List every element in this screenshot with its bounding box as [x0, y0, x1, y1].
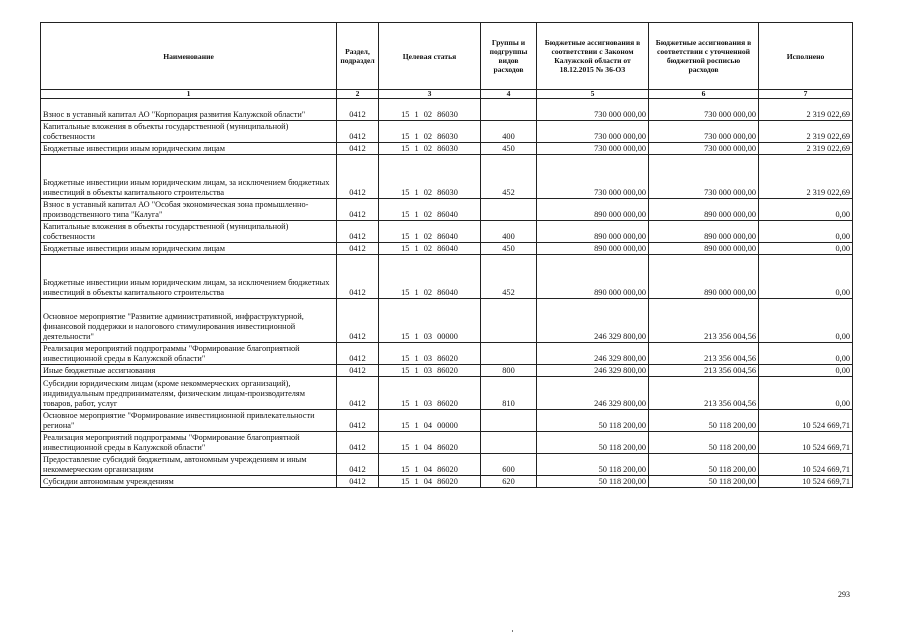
- row-law-amount-cell: 50 118 200,00: [537, 454, 649, 476]
- row-target-cell: 15 1 02 86030: [379, 143, 481, 155]
- page-number: 293: [838, 590, 850, 599]
- row-law-amount-cell: 730 000 000,00: [537, 155, 649, 199]
- column-number: 7: [759, 90, 853, 99]
- row-executed-amount-cell: 10 524 669,71: [759, 410, 853, 432]
- row-section-cell: 0412: [337, 476, 379, 488]
- row-executed-amount-cell: 2 319 022,69: [759, 121, 853, 143]
- column-number: 4: [481, 90, 537, 99]
- row-executed-amount-cell: 0,00: [759, 199, 853, 221]
- budget-execution-table: [40, 22, 853, 488]
- table-row: [41, 255, 853, 299]
- header-law-allocations: Бюджетные ассигнования в соответствии с Законом Калужской области от 18.12.2015 № 36-ОЗ: [537, 23, 649, 90]
- row-law-amount-cell: 730 000 000,00: [537, 143, 649, 155]
- row-section-cell: 0412: [337, 299, 379, 343]
- row-refined-amount-cell: 213 356 004,56: [649, 343, 759, 365]
- row-name-cell: Предоставление субсидий бюджетным, автономным учреждениям и иным некоммерческим организациям: [41, 454, 337, 476]
- table-row: [41, 476, 853, 488]
- row-group-cell: [481, 99, 537, 121]
- row-refined-amount-cell: 213 356 004,56: [649, 377, 759, 410]
- row-section-cell: 0412: [337, 121, 379, 143]
- row-group-cell: 620: [481, 476, 537, 488]
- row-executed-amount-cell: 0,00: [759, 299, 853, 343]
- row-name-cell: Иные бюджетные ассигнования: [41, 365, 337, 377]
- row-section-cell: 0412: [337, 410, 379, 432]
- row-law-amount-cell: 890 000 000,00: [537, 255, 649, 299]
- row-group-cell: 452: [481, 255, 537, 299]
- row-executed-amount-cell: 0,00: [759, 221, 853, 243]
- row-target-cell: 15 1 03 86020: [379, 365, 481, 377]
- row-section-cell: 0412: [337, 365, 379, 377]
- row-law-amount-cell: 730 000 000,00: [537, 121, 649, 143]
- row-refined-amount-cell: 890 000 000,00: [649, 199, 759, 221]
- column-number: 6: [649, 90, 759, 99]
- row-target-cell: 15 1 04 00000: [379, 410, 481, 432]
- row-group-cell: [481, 299, 537, 343]
- row-group-cell: [481, 343, 537, 365]
- table-row: [41, 410, 853, 432]
- row-section-cell: 0412: [337, 155, 379, 199]
- row-refined-amount-cell: 213 356 004,56: [649, 365, 759, 377]
- row-executed-amount-cell: 0,00: [759, 365, 853, 377]
- column-number: 2: [337, 90, 379, 99]
- table-row: [41, 155, 853, 199]
- row-executed-amount-cell: 0,00: [759, 377, 853, 410]
- row-refined-amount-cell: 890 000 000,00: [649, 221, 759, 243]
- row-name-cell: Взнос в уставный капитал АО "Особая экономическая зона промышленно-производственного типа "Калуга": [41, 199, 337, 221]
- row-name-cell: Капитальные вложения в объекты государственной (муниципальной) собственности: [41, 121, 337, 143]
- row-section-cell: 0412: [337, 199, 379, 221]
- row-group-cell: [481, 432, 537, 454]
- row-section-cell: 0412: [337, 454, 379, 476]
- row-section-cell: 0412: [337, 343, 379, 365]
- column-number-row: [41, 90, 853, 99]
- row-executed-amount-cell: 0,00: [759, 255, 853, 299]
- row-law-amount-cell: 890 000 000,00: [537, 221, 649, 243]
- row-executed-amount-cell: 10 524 669,71: [759, 454, 853, 476]
- column-number: 3: [379, 90, 481, 99]
- row-law-amount-cell: 50 118 200,00: [537, 410, 649, 432]
- row-law-amount-cell: 50 118 200,00: [537, 476, 649, 488]
- row-group-cell: 450: [481, 143, 537, 155]
- row-refined-amount-cell: 730 000 000,00: [649, 99, 759, 121]
- row-law-amount-cell: 730 000 000,00: [537, 99, 649, 121]
- row-target-cell: 15 1 03 86020: [379, 343, 481, 365]
- row-name-cell: Субсидии юридическим лицам (кроме некоммерческих организаций), индивидуальным предпринимателям, физическим лицам-производителям товаров, работ, услуг: [41, 377, 337, 410]
- header-groups: Группы и подгруппы видов расходов: [481, 23, 537, 90]
- row-target-cell: 15 1 03 00000: [379, 299, 481, 343]
- table-row: [41, 377, 853, 410]
- row-executed-amount-cell: 2 319 022,69: [759, 99, 853, 121]
- row-target-cell: 15 1 02 86040: [379, 255, 481, 299]
- row-group-cell: [481, 199, 537, 221]
- table-body: [41, 99, 853, 488]
- row-name-cell: Взнос в уставный капитал АО "Корпорация развития Калужской области": [41, 99, 337, 121]
- row-group-cell: 810: [481, 377, 537, 410]
- table-row: [41, 121, 853, 143]
- row-group-cell: 450: [481, 243, 537, 255]
- table-row: [41, 343, 853, 365]
- row-target-cell: 15 1 02 86030: [379, 121, 481, 143]
- row-refined-amount-cell: 50 118 200,00: [649, 454, 759, 476]
- column-number: 5: [537, 90, 649, 99]
- table-row: [41, 299, 853, 343]
- row-section-cell: 0412: [337, 255, 379, 299]
- row-refined-amount-cell: 890 000 000,00: [649, 255, 759, 299]
- row-refined-amount-cell: 50 118 200,00: [649, 476, 759, 488]
- row-refined-amount-cell: 730 000 000,00: [649, 155, 759, 199]
- row-executed-amount-cell: 0,00: [759, 243, 853, 255]
- scan-speck: [512, 630, 513, 632]
- row-group-cell: 400: [481, 121, 537, 143]
- row-executed-amount-cell: 10 524 669,71: [759, 476, 853, 488]
- budget-table-sheet: [40, 22, 852, 488]
- row-target-cell: 15 1 04 86020: [379, 454, 481, 476]
- header-refined-allocations: Бюджетные ассигнования в соответствии с уточненной бюджетной росписью расходов: [649, 23, 759, 90]
- row-name-cell: Реализация мероприятий подпрограммы "Формирование благоприятной инвестиционной среды в Калужской области": [41, 432, 337, 454]
- table-row: [41, 221, 853, 243]
- row-target-cell: 15 1 02 86040: [379, 221, 481, 243]
- row-refined-amount-cell: 50 118 200,00: [649, 432, 759, 454]
- row-executed-amount-cell: 10 524 669,71: [759, 432, 853, 454]
- row-refined-amount-cell: 213 356 004,56: [649, 299, 759, 343]
- row-executed-amount-cell: 2 319 022,69: [759, 143, 853, 155]
- table-row: [41, 365, 853, 377]
- column-number: 1: [41, 90, 337, 99]
- row-law-amount-cell: 50 118 200,00: [537, 432, 649, 454]
- table-row: [41, 432, 853, 454]
- row-refined-amount-cell: 730 000 000,00: [649, 143, 759, 155]
- row-section-cell: 0412: [337, 243, 379, 255]
- row-name-cell: Субсидии автономным учреждениям: [41, 476, 337, 488]
- row-target-cell: 15 1 04 86020: [379, 476, 481, 488]
- row-group-cell: 400: [481, 221, 537, 243]
- row-target-cell: 15 1 04 86020: [379, 432, 481, 454]
- row-section-cell: 0412: [337, 99, 379, 121]
- row-law-amount-cell: 246 329 800,00: [537, 377, 649, 410]
- row-target-cell: 15 1 02 86030: [379, 155, 481, 199]
- row-target-cell: 15 1 02 86040: [379, 243, 481, 255]
- row-refined-amount-cell: 730 000 000,00: [649, 121, 759, 143]
- row-law-amount-cell: 890 000 000,00: [537, 243, 649, 255]
- row-section-cell: 0412: [337, 221, 379, 243]
- row-name-cell: Бюджетные инвестиции иным юридическим лицам: [41, 243, 337, 255]
- table-header-row: [41, 23, 853, 90]
- row-name-cell: Основное мероприятие "Формирование инвестиционной привлекательности региона": [41, 410, 337, 432]
- row-refined-amount-cell: 50 118 200,00: [649, 410, 759, 432]
- row-group-cell: [481, 410, 537, 432]
- row-name-cell: Капитальные вложения в объекты государственной (муниципальной) собственности: [41, 221, 337, 243]
- header-executed: Исполнено: [759, 23, 853, 90]
- row-section-cell: 0412: [337, 432, 379, 454]
- table-row: [41, 99, 853, 121]
- row-name-cell: Бюджетные инвестиции иным юридическим лицам, за исключением бюджетных инвестиций в объекты капитального строительства: [41, 155, 337, 199]
- table-row: [41, 199, 853, 221]
- row-law-amount-cell: 246 329 800,00: [537, 343, 649, 365]
- row-target-cell: 15 1 02 86030: [379, 99, 481, 121]
- row-name-cell: Реализация мероприятий подпрограммы "Формирование благоприятной инвестиционной среды в Калужской области": [41, 343, 337, 365]
- row-target-cell: 15 1 02 86040: [379, 199, 481, 221]
- row-section-cell: 0412: [337, 377, 379, 410]
- table-row: [41, 243, 853, 255]
- row-group-cell: 800: [481, 365, 537, 377]
- header-name: Наименование: [41, 23, 337, 90]
- table-row: [41, 143, 853, 155]
- row-name-cell: Бюджетные инвестиции иным юридическим лицам: [41, 143, 337, 155]
- row-law-amount-cell: 246 329 800,00: [537, 299, 649, 343]
- row-executed-amount-cell: 2 319 022,69: [759, 155, 853, 199]
- row-group-cell: 452: [481, 155, 537, 199]
- row-law-amount-cell: 246 329 800,00: [537, 365, 649, 377]
- table-row: [41, 454, 853, 476]
- header-section: Раздел, подраздел: [337, 23, 379, 90]
- row-refined-amount-cell: 890 000 000,00: [649, 243, 759, 255]
- row-name-cell: Основное мероприятие "Развитие административной, инфраструктурной, финансовой поддержки и налогового стимулирования инвестиционной деятельности": [41, 299, 337, 343]
- row-executed-amount-cell: 0,00: [759, 343, 853, 365]
- row-name-cell: Бюджетные инвестиции иным юридическим лицам, за исключением бюджетных инвестиций в объекты капитального строительства: [41, 255, 337, 299]
- row-group-cell: 600: [481, 454, 537, 476]
- header-target: Целевая статья: [379, 23, 481, 90]
- row-section-cell: 0412: [337, 143, 379, 155]
- row-law-amount-cell: 890 000 000,00: [537, 199, 649, 221]
- row-target-cell: 15 1 03 86020: [379, 377, 481, 410]
